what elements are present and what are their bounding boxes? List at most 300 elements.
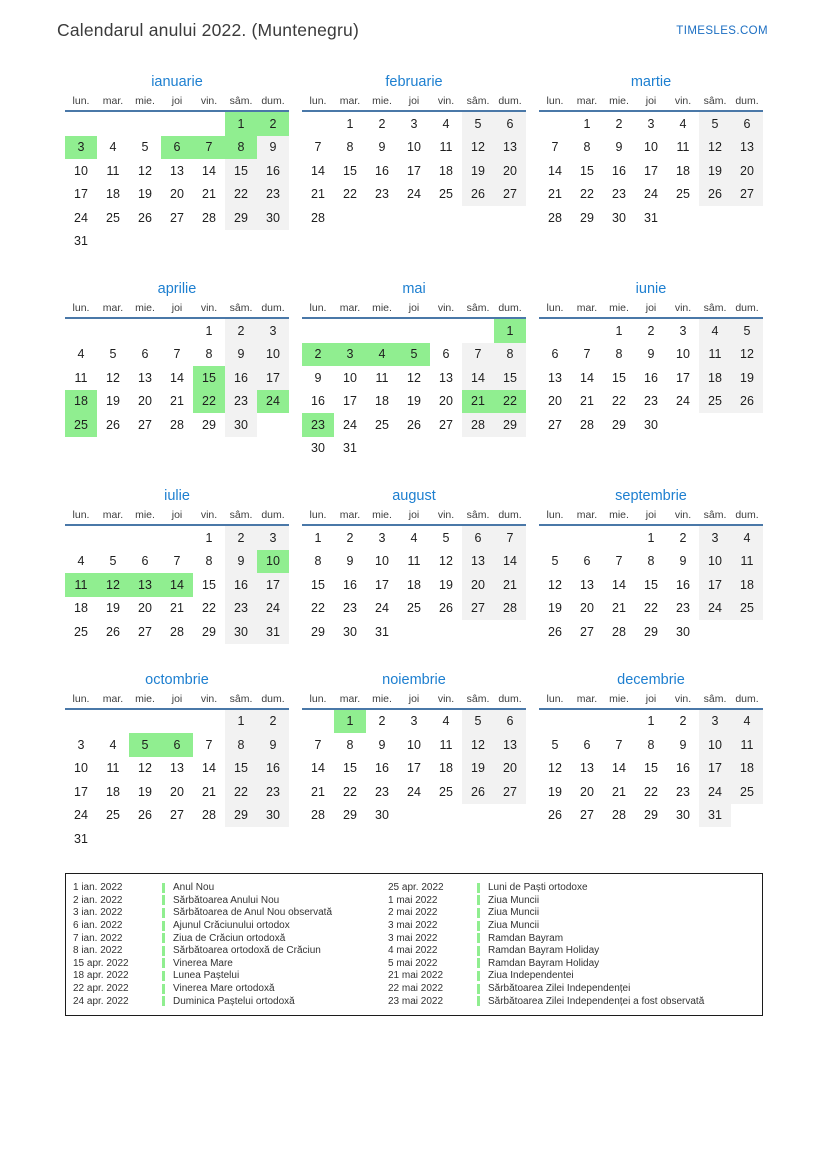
day-cell: 8 xyxy=(583,140,591,155)
weekday-label: vin. xyxy=(200,692,218,705)
month-title: iunie xyxy=(635,281,667,297)
day-cell: 26 xyxy=(462,183,494,207)
day-cell: 12 xyxy=(731,343,763,367)
day-cell: 21 xyxy=(311,187,325,202)
day-cell: 26 xyxy=(106,417,120,432)
day-cell: 10 xyxy=(257,343,289,367)
day-cell: 14 xyxy=(612,577,626,592)
day-cell: 13 xyxy=(548,370,562,385)
day-cell: 21 xyxy=(202,187,216,202)
day-cell: 30 xyxy=(644,417,658,432)
empty-cell xyxy=(539,319,571,343)
weekday-header xyxy=(302,693,526,708)
day-cell: 4 xyxy=(731,526,763,550)
day-cell: 14 xyxy=(202,163,216,178)
holiday-name: Ramdan Bayram Holiday xyxy=(488,957,600,969)
holiday-date: 24 apr. 2022 xyxy=(73,995,129,1007)
empty-cell xyxy=(302,710,334,734)
day-cell: 21 xyxy=(548,187,562,202)
day-cell: 6 xyxy=(161,733,193,757)
day-cell: 15 xyxy=(311,577,325,592)
day-cell: 10 xyxy=(644,140,658,155)
day-cell: 12 xyxy=(548,761,562,776)
day-cell: 25 xyxy=(676,187,690,202)
day-cell: 20 xyxy=(462,573,494,597)
day-cell: 6 xyxy=(462,526,494,550)
weekday-label: vin. xyxy=(674,95,692,107)
day-cell: 29 xyxy=(644,808,658,823)
holiday-name: Ziua Muncii xyxy=(488,920,540,932)
day-cell: 24 xyxy=(375,601,389,616)
weekday-label: dum. xyxy=(735,95,759,107)
day-cell: 16 xyxy=(375,163,389,178)
day-cell: 1 xyxy=(615,323,623,338)
month-septembrie xyxy=(539,488,763,644)
weekday-label: vin. xyxy=(674,302,692,314)
day-cell: 14 xyxy=(494,550,526,574)
day-cell: 13 xyxy=(580,761,594,776)
day-cell: 31 xyxy=(343,441,357,456)
day-cell: 19 xyxy=(106,394,120,409)
day-cell: 23 xyxy=(612,187,626,202)
empty-cell xyxy=(161,319,193,343)
empty-cell xyxy=(97,526,129,550)
day-cell: 23 xyxy=(257,780,289,804)
day-cell: 12 xyxy=(439,554,453,569)
day-cell: 4 xyxy=(410,530,418,545)
legend-row xyxy=(385,982,704,995)
day-cell: 28 xyxy=(170,417,184,432)
day-cell: 24 xyxy=(257,597,289,621)
day-cell: 12 xyxy=(699,136,731,160)
day-cell: 26 xyxy=(439,601,453,616)
day-cell: 17 xyxy=(407,163,421,178)
day-cell: 14 xyxy=(202,761,216,776)
holiday-marker xyxy=(162,908,165,918)
day-cell: 29 xyxy=(311,624,325,639)
day-cell: 8 xyxy=(647,737,655,752)
day-cell: 30 xyxy=(676,624,690,639)
day-cell: 10 xyxy=(74,163,88,178)
day-cell: 10 xyxy=(74,761,88,776)
weekday-label: joi xyxy=(645,302,657,314)
day-cell: 17 xyxy=(699,757,731,781)
weekday-label: mar. xyxy=(339,509,361,521)
day-cell: 5 xyxy=(109,554,117,569)
day-cell: 1 xyxy=(225,710,257,734)
holiday-name: Anul Nou xyxy=(173,882,215,894)
day-cell: 19 xyxy=(106,601,120,616)
day-cell: 22 xyxy=(311,601,325,616)
weekday-label: joi xyxy=(645,692,657,705)
weekday-label: joi xyxy=(171,509,183,521)
holiday-name: Ramdan Bayram Holiday xyxy=(488,945,600,957)
day-cell: 9 xyxy=(679,554,687,569)
day-cell: 6 xyxy=(494,710,526,734)
day-cell: 17 xyxy=(257,366,289,390)
day-cell: 14 xyxy=(462,366,494,390)
empty-cell xyxy=(193,112,225,136)
day-cell: 3 xyxy=(699,526,731,550)
day-cell: 5 xyxy=(462,710,494,734)
day-cell: 16 xyxy=(343,577,357,592)
weekday-label: mie. xyxy=(372,692,392,705)
weekday-label: joi xyxy=(171,302,183,314)
day-cell: 8 xyxy=(205,554,213,569)
day-cell: 31 xyxy=(699,804,731,828)
month-title: august xyxy=(392,488,436,504)
day-cell: 8 xyxy=(225,733,257,757)
holiday-date: 8 ian. 2022 xyxy=(73,945,123,957)
day-cell: 2 xyxy=(615,116,623,131)
day-cell: 9 xyxy=(378,737,386,752)
site-link[interactable]: TIMESLES.COM xyxy=(676,25,768,37)
day-cell: 18 xyxy=(676,163,690,178)
day-cell: 25 xyxy=(74,624,88,639)
day-cell: 7 xyxy=(615,554,623,569)
holiday-date: 22 apr. 2022 xyxy=(73,983,129,995)
day-cell: 15 xyxy=(644,761,658,776)
day-cell: 1 xyxy=(314,530,322,545)
day-cell: 3 xyxy=(647,116,655,131)
day-cell: 5 xyxy=(129,733,161,757)
legend-column xyxy=(70,882,385,1008)
day-cell: 31 xyxy=(74,831,88,846)
day-cell: 30 xyxy=(225,620,257,644)
day-cell: 24 xyxy=(343,417,357,432)
day-cell: 18 xyxy=(731,573,763,597)
day-cell: 27 xyxy=(462,597,494,621)
day-cell: 22 xyxy=(343,784,357,799)
holiday-marker xyxy=(477,996,480,1006)
day-cell: 17 xyxy=(699,573,731,597)
day-cell: 14 xyxy=(580,370,594,385)
weekday-label: mar. xyxy=(339,302,361,314)
empty-cell xyxy=(129,526,161,550)
day-cell: 27 xyxy=(580,808,594,823)
day-cell: 16 xyxy=(676,577,690,592)
holiday-date: 3 mai 2022 xyxy=(388,920,438,932)
weekday-label: sâm. xyxy=(229,692,253,705)
weekday-label: mie. xyxy=(609,692,629,705)
day-cell: 24 xyxy=(74,210,88,225)
day-cell: 18 xyxy=(407,577,421,592)
weekday-label: lun. xyxy=(546,95,564,107)
day-cell: 24 xyxy=(699,597,731,621)
weekday-label: dum. xyxy=(498,95,522,107)
day-cell: 20 xyxy=(580,601,594,616)
weekday-label: lun. xyxy=(546,509,564,521)
day-cell: 1 xyxy=(334,710,366,734)
day-cell: 29 xyxy=(225,804,257,828)
weekday-label: dum. xyxy=(498,302,522,314)
day-cell: 27 xyxy=(580,624,594,639)
day-cell: 12 xyxy=(138,761,152,776)
weekday-header xyxy=(302,509,526,524)
holiday-name: Ziua Independentei xyxy=(488,970,574,982)
days-grid xyxy=(539,710,763,828)
day-cell: 23 xyxy=(676,601,690,616)
day-cell: 16 xyxy=(676,761,690,776)
empty-cell xyxy=(603,526,635,550)
day-cell: 4 xyxy=(731,710,763,734)
day-cell: 2 xyxy=(257,112,289,136)
day-cell: 10 xyxy=(375,554,389,569)
empty-cell xyxy=(97,319,129,343)
holiday-name: Sărbătoarea ortodoxă de Crăciun xyxy=(173,945,321,957)
weekday-label: vin. xyxy=(437,302,455,314)
day-cell: 25 xyxy=(106,808,120,823)
weekday-label: sâm. xyxy=(466,95,490,107)
weekday-label: sâm. xyxy=(703,509,727,521)
month-august xyxy=(302,488,526,644)
page-title: Calendarul anului 2022. (Muntenegru) xyxy=(57,20,359,40)
weekday-label: mar. xyxy=(102,302,124,314)
day-cell: 29 xyxy=(612,417,626,432)
day-cell: 19 xyxy=(138,784,152,799)
empty-cell xyxy=(539,526,571,550)
day-cell: 5 xyxy=(398,343,430,367)
day-cell: 2 xyxy=(647,323,655,338)
month-title: noiembrie xyxy=(382,671,446,688)
weekday-label: lun. xyxy=(546,302,564,314)
weekday-label: mar. xyxy=(102,509,124,521)
months-grid xyxy=(65,74,763,851)
weekday-label: lun. xyxy=(72,95,90,107)
weekday-label: mie. xyxy=(135,509,155,521)
holiday-name: Sărbătoarea Zilei Independenței a fost observată xyxy=(488,995,705,1007)
day-cell: 22 xyxy=(225,780,257,804)
weekday-label: dum. xyxy=(261,509,285,521)
weekday-label: dum. xyxy=(735,692,759,705)
day-cell: 15 xyxy=(343,163,357,178)
day-cell: 3 xyxy=(410,116,418,131)
holiday-date: 2 mai 2022 xyxy=(388,907,438,919)
day-cell: 19 xyxy=(138,187,152,202)
day-cell: 20 xyxy=(548,394,562,409)
day-cell: 23 xyxy=(225,597,257,621)
empty-cell xyxy=(571,526,603,550)
day-cell: 12 xyxy=(462,733,494,757)
holiday-date: 2 ian. 2022 xyxy=(73,894,123,906)
weekday-header xyxy=(539,95,763,110)
day-cell: 13 xyxy=(170,761,184,776)
day-cell: 31 xyxy=(257,620,289,644)
day-cell: 21 xyxy=(462,390,494,414)
day-cell: 7 xyxy=(205,737,213,752)
weekday-label: joi xyxy=(645,509,657,521)
legend-row xyxy=(385,944,704,957)
holiday-name: Ziua Muncii xyxy=(488,894,540,906)
empty-cell xyxy=(97,710,129,734)
day-cell: 30 xyxy=(311,441,325,456)
weekday-label: vin. xyxy=(437,95,455,107)
day-cell: 6 xyxy=(494,112,526,136)
day-cell: 26 xyxy=(138,210,152,225)
weekday-header xyxy=(65,693,289,708)
day-cell: 4 xyxy=(109,737,117,752)
weekday-label: sâm. xyxy=(703,692,727,705)
day-cell: 24 xyxy=(407,784,421,799)
day-cell: 4 xyxy=(77,347,85,362)
day-cell: 28 xyxy=(580,417,594,432)
day-cell: 27 xyxy=(439,417,453,432)
day-cell: 5 xyxy=(731,319,763,343)
day-cell: 19 xyxy=(439,577,453,592)
day-cell: 22 xyxy=(612,394,626,409)
day-cell: 31 xyxy=(644,210,658,225)
day-cell: 11 xyxy=(439,140,453,155)
day-cell: 23 xyxy=(343,601,357,616)
holiday-date: 21 mai 2022 xyxy=(388,970,444,982)
day-cell: 20 xyxy=(731,159,763,183)
holiday-date: 25 apr. 2022 xyxy=(388,882,444,894)
weekday-label: vin. xyxy=(200,509,218,521)
legend-row xyxy=(385,932,704,945)
weekday-label: lun. xyxy=(72,692,90,705)
day-cell: 24 xyxy=(644,187,658,202)
weekday-label: joi xyxy=(408,509,420,521)
day-cell: 3 xyxy=(699,710,731,734)
day-cell: 21 xyxy=(494,573,526,597)
holiday-name: Lunea Paștelui xyxy=(173,970,240,982)
holiday-date: 15 apr. 2022 xyxy=(73,957,129,969)
day-cell: 4 xyxy=(77,554,85,569)
day-cell: 15 xyxy=(202,577,216,592)
day-cell: 12 xyxy=(462,136,494,160)
day-cell: 2 xyxy=(257,710,289,734)
day-cell: 13 xyxy=(494,136,526,160)
legend-column xyxy=(385,882,704,1008)
weekday-label: mie. xyxy=(609,95,629,107)
holiday-name: Sărbătoarea de Anul Nou observată xyxy=(173,907,332,919)
month-title: septembrie xyxy=(615,488,687,504)
weekday-label: mie. xyxy=(609,509,629,521)
day-cell: 3 xyxy=(679,323,687,338)
day-cell: 21 xyxy=(311,784,325,799)
day-cell: 9 xyxy=(615,140,623,155)
day-cell: 5 xyxy=(109,347,117,362)
day-cell: 23 xyxy=(302,413,334,437)
day-cell: 4 xyxy=(679,116,687,131)
days-grid xyxy=(65,526,289,644)
holiday-marker xyxy=(477,933,480,943)
day-cell: 3 xyxy=(65,136,97,160)
day-cell: 24 xyxy=(74,808,88,823)
day-cell: 6 xyxy=(161,136,193,160)
month-octombrie xyxy=(65,672,289,851)
day-cell: 23 xyxy=(676,784,690,799)
day-cell: 7 xyxy=(314,737,322,752)
day-cell: 31 xyxy=(375,624,389,639)
month-ianuarie xyxy=(65,74,289,253)
days-grid xyxy=(302,319,526,460)
legend-row xyxy=(70,944,385,957)
day-cell: 30 xyxy=(257,206,289,230)
legend-row xyxy=(70,894,385,907)
holiday-marker xyxy=(477,883,480,893)
day-cell: 18 xyxy=(74,601,88,616)
day-cell: 9 xyxy=(346,554,354,569)
legend-row xyxy=(385,970,704,983)
day-cell: 30 xyxy=(257,804,289,828)
weekday-label: mar. xyxy=(576,302,598,314)
day-cell: 16 xyxy=(225,573,257,597)
day-cell: 28 xyxy=(612,624,626,639)
day-cell: 18 xyxy=(699,366,731,390)
day-cell: 15 xyxy=(612,370,626,385)
weekday-label: sâm. xyxy=(229,95,253,107)
day-cell: 13 xyxy=(439,370,453,385)
holiday-date: 3 mai 2022 xyxy=(388,932,438,944)
day-cell: 15 xyxy=(225,159,257,183)
days-grid xyxy=(539,112,763,230)
weekday-label: sâm. xyxy=(229,509,253,521)
day-cell: 20 xyxy=(439,394,453,409)
day-cell: 3 xyxy=(257,526,289,550)
day-cell: 18 xyxy=(106,187,120,202)
day-cell: 6 xyxy=(551,347,559,362)
holiday-date: 7 ian. 2022 xyxy=(73,932,123,944)
day-cell: 19 xyxy=(462,159,494,183)
weekday-label: vin. xyxy=(437,509,455,521)
weekday-header xyxy=(65,509,289,524)
day-cell: 19 xyxy=(407,394,421,409)
day-cell: 22 xyxy=(202,601,216,616)
holiday-marker xyxy=(162,984,165,994)
day-cell: 19 xyxy=(699,159,731,183)
day-cell: 12 xyxy=(97,573,129,597)
day-cell: 18 xyxy=(65,390,97,414)
day-cell: 27 xyxy=(494,183,526,207)
day-cell: 18 xyxy=(439,163,453,178)
holiday-date: 1 ian. 2022 xyxy=(73,882,123,894)
day-cell: 12 xyxy=(407,370,421,385)
day-cell: 11 xyxy=(676,140,690,155)
day-cell: 19 xyxy=(731,366,763,390)
weekday-header xyxy=(65,95,289,110)
day-cell: 24 xyxy=(699,780,731,804)
weekday-label: lun. xyxy=(309,509,327,521)
weekday-label: vin. xyxy=(674,692,692,705)
day-cell: 9 xyxy=(257,733,289,757)
day-cell: 2 xyxy=(378,714,386,729)
day-cell: 10 xyxy=(699,733,731,757)
holiday-marker xyxy=(477,984,480,994)
holiday-name: Vinerea Mare ortodoxă xyxy=(173,983,275,995)
day-cell: 26 xyxy=(138,808,152,823)
day-cell: 18 xyxy=(106,784,120,799)
day-cell: 13 xyxy=(494,733,526,757)
empty-cell xyxy=(161,112,193,136)
day-cell: 1 xyxy=(346,116,354,131)
day-cell: 21 xyxy=(202,784,216,799)
weekday-label: vin. xyxy=(437,692,455,705)
day-cell: 8 xyxy=(205,347,213,362)
empty-cell xyxy=(193,710,225,734)
weekday-label: mar. xyxy=(102,692,124,705)
day-cell: 25 xyxy=(439,187,453,202)
day-cell: 29 xyxy=(202,624,216,639)
weekday-label: dum. xyxy=(261,95,285,107)
weekday-label: joi xyxy=(171,95,183,107)
day-cell: 9 xyxy=(257,136,289,160)
day-cell: 6 xyxy=(141,554,149,569)
day-cell: 5 xyxy=(551,737,559,752)
weekday-label: lun. xyxy=(546,692,564,705)
day-cell: 6 xyxy=(583,737,591,752)
weekday-label: mar. xyxy=(576,95,598,107)
